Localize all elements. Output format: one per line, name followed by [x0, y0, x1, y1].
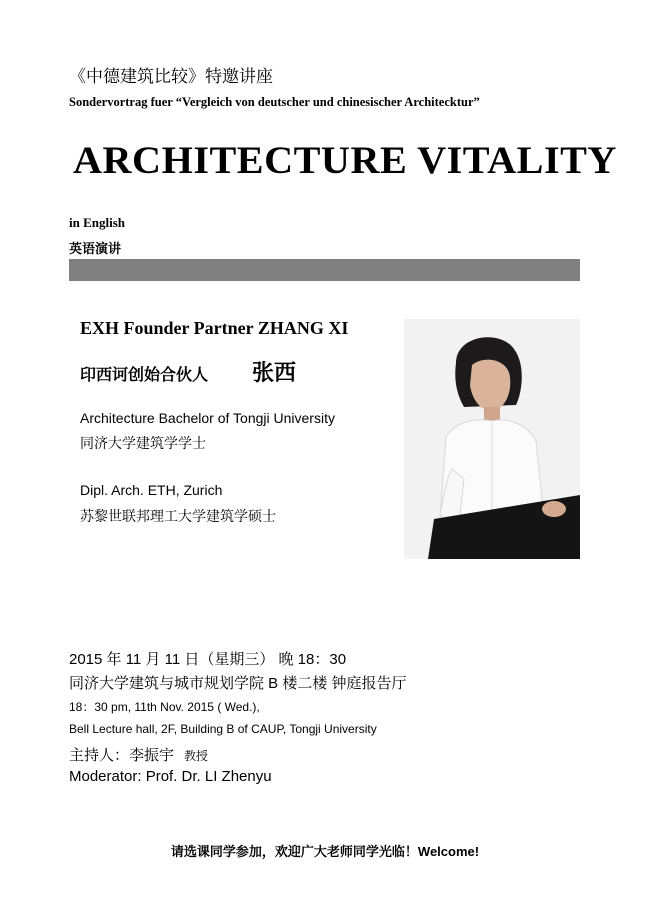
series-subtitle: Sondervortrag fuer “Vergleich von deutscher und chinesischer Architecktur” [69, 95, 480, 109]
language-label-zh: 英语演讲 [69, 241, 122, 256]
footer-invitation: 请选课同学参加，欢迎广大老师同学光临！Welcome! [170, 844, 480, 859]
moderator-title-zh: 教授 [184, 749, 209, 763]
event-venue-en: Bell Lecture hall, 2F, Building B of CAUP, Tongji University [69, 722, 377, 736]
education-degree-2-en: Dipl. Arch. ETH, Zurich [80, 482, 223, 498]
speaker-portrait [404, 319, 580, 559]
education-degree-2-zh: 苏黎世联邦理工大学建筑学硕士 [80, 510, 276, 525]
moderator-zh [69, 744, 208, 765]
divider-bar [69, 259, 580, 281]
event-datetime-en: 18：30 pm, 11th Nov. 2015 ( Wed.), [69, 700, 260, 714]
education-degree-1-en: Architecture Bachelor of Tongji University [80, 410, 335, 426]
language-label-en: in English [69, 215, 126, 230]
speaker-name-zh: 张西 [252, 360, 297, 385]
moderator-name-zh: 主持人：李振宇 [69, 747, 175, 764]
speaker-role-en: EXH Founder Partner ZHANG XI [80, 318, 349, 338]
moderator-en: Moderator: Prof. Dr. LI Zhenyu [69, 768, 272, 785]
speaker-role-zh-text: 印西诃创始合伙人 [80, 367, 209, 384]
series-title: 《中德建筑比较》特邀讲座 [69, 67, 273, 86]
main-title: ARCHITECTURE VITALITY [73, 139, 617, 182]
education-degree-1-zh: 同济大学建筑学学士 [80, 437, 206, 452]
speaker-role-zh [80, 356, 296, 387]
event-venue-zh: 同济大学建筑与城市规划学院 B 楼二楼 钟庭报告厅 [69, 675, 407, 692]
speaker-portrait-illustration [404, 319, 580, 559]
event-datetime-zh: 2015 年 11 月 11 日（星期三） 晚 18：30 [69, 651, 347, 668]
